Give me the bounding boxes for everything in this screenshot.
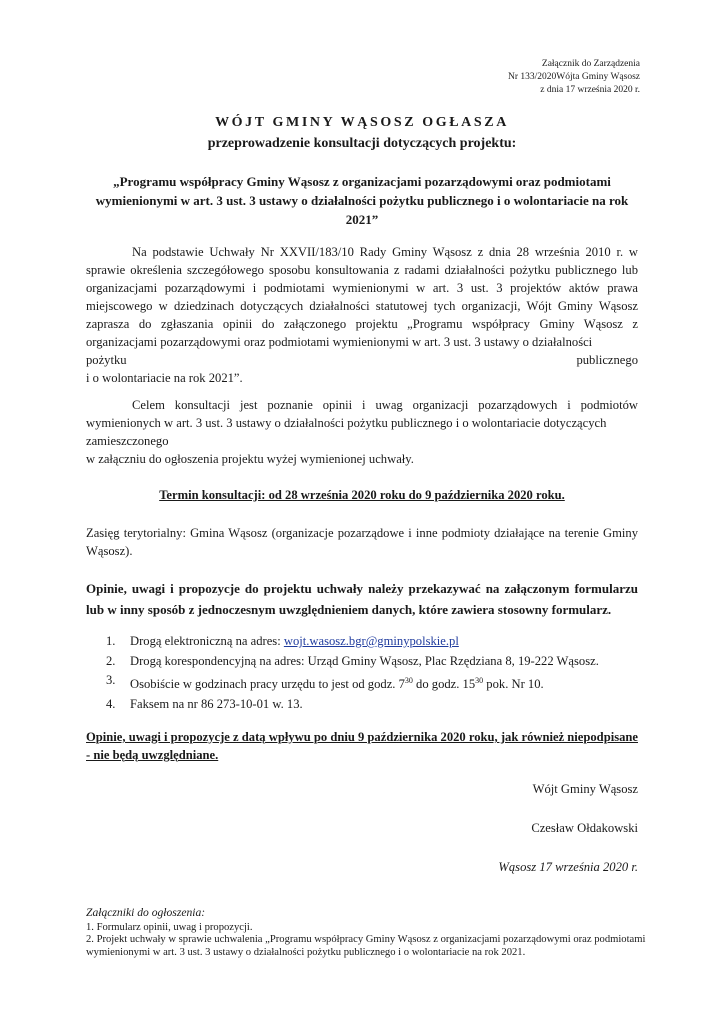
announcement-heading: WÓJT GMINY WĄSOSZ OGŁASZA bbox=[215, 115, 509, 130]
email-link[interactable]: wojt.wasosz.bgr@gminypolskie.pl bbox=[283, 634, 459, 648]
project-title bbox=[80, 172, 644, 229]
list-item-label: Drogą elektroniczną na adres: bbox=[130, 634, 284, 648]
paragraph-purpose-text: Celem konsultacji jest poznanie opinii i uwag organizacji pozarządowych i podmiotów wymienionych w art. 3 ust. 3 ustawy o działalności pożytku publicznego i o wolontariacie dotyczących bbox=[86, 398, 638, 430]
split-word-b: publicznego bbox=[576, 353, 638, 367]
attachments-section bbox=[86, 907, 646, 959]
list-item-number: 3. bbox=[106, 673, 116, 687]
list-item bbox=[106, 652, 599, 672]
project-title-line-1: „Programu współpracy Gminy Wąsosz z organizacjami pozarządowymi oraz podmiotami bbox=[113, 174, 611, 189]
attachment-item-1: 1. Formularz opinii, uwag i propozycji. bbox=[86, 921, 253, 933]
consultation-term: Termin konsultacji: od 28 września 2020 roku do 9 października 2020 roku. bbox=[159, 488, 565, 502]
attachment-item-2: 2. Projekt uchwały w sprawie uchwalenia „Programu współpracy Gminy Wąsosz z organizacjami pozarządowymi oraz podmiotami wymienionymi w art. 3 ust. 3 ustawy o działalności pożytku publicznego i o wolontariacie na rok 2021. bbox=[86, 934, 646, 958]
project-title-line-2: wymienionymi w art. 3 ust. 3 ustawy o działalności pożytku publicznego i o wolontariacie na rok bbox=[95, 193, 629, 208]
split-word-a: pożytku bbox=[86, 353, 127, 367]
hours-text-b: do godz. 15 bbox=[412, 677, 476, 692]
annex-line-3: z dnia 17 września 2020 r. bbox=[540, 85, 640, 95]
annex-note bbox=[508, 58, 640, 97]
attachments-heading: Załączniki do ogłoszenia: bbox=[86, 906, 206, 919]
paragraph-purpose bbox=[86, 396, 638, 468]
paragraph-legal-basis-end: i o wolontariacie na rok 2021”. bbox=[86, 371, 243, 385]
list-item-text: Faksem na nr 86 273-10-01 w. 13. bbox=[130, 696, 303, 711]
hours-sup-b: 30 bbox=[475, 676, 484, 685]
list-item-number: 2. bbox=[106, 653, 116, 668]
paragraph-legal-basis bbox=[86, 243, 638, 387]
hours-text-a: Osobiście w godzinach pracy urzędu to jest od godz. 7 bbox=[130, 677, 405, 692]
list-item bbox=[106, 632, 599, 652]
paragraph-purpose-word: zamieszczonego bbox=[86, 434, 169, 448]
announcement-subheading: przeprowadzenie konsultacji dotyczących projektu: bbox=[207, 136, 517, 151]
list-item bbox=[106, 695, 599, 715]
hours-text-c: pok. Nr 10. bbox=[483, 677, 544, 692]
territorial-scope: Zasięg terytorialny: Gmina Wąsosz (organizacje pozarządowe i inne podmioty działające na terenie Gminy Wąsosz). bbox=[86, 526, 638, 558]
paragraph-purpose-end: w załączniu do ogłoszenia projektu wyżej wymienionej uchwały. bbox=[86, 452, 414, 466]
paragraph-legal-basis-split-line bbox=[86, 351, 638, 369]
late-submission-warning: Opinie, uwagi i propozycje z datą wpływu po dniu 9 października 2020 roku, jak również niepodpisane - nie będą uwzględniane. bbox=[86, 730, 638, 762]
list-item bbox=[106, 671, 599, 695]
submission-methods-list bbox=[106, 632, 599, 714]
signature-title: Wójt Gminy Wąsosz bbox=[532, 782, 638, 796]
project-title-line-3: 2021” bbox=[345, 212, 379, 227]
list-item-number: 4. bbox=[106, 696, 116, 711]
paragraph-legal-basis-text: Na podstawie Uchwały Nr XXVII/183/10 Rady Gminy Wąsosz z dnia 28 września 2010 r. w sprawie określenia szczegółowego sposobu konsultowania z radami działalności pożytku publicznego lub organizacjami pozarządowymi i podmiotami wymienionymi w art. 3 ust. 3 projektów aktów prawa miejscowego w dziedzinach dotyczących działalności statutowej tych organizacji, Wójt Gminy Wąsosz zaprasza do zgłaszania opinii do załączonego projektu „Programu współpracy Gminy Wąsosz z organizacjami pozarządowymi oraz podmiotami wymienionymi w art. 3 ust. 3 ustawy o działalności bbox=[86, 245, 638, 349]
list-item-number: 1. bbox=[106, 634, 116, 648]
signature-name: Czesław Ołdakowski bbox=[531, 821, 638, 835]
submission-instructions: Opinie, uwagi i propozycje do projektu uchwały należy przekazywać na załączonym formularzu lub w inny sposób z jednoczesnym uwzględnieniem danych, które zawiera stosowny formularz. bbox=[86, 581, 638, 617]
annex-line-1: Załącznik do Zarządzenia bbox=[541, 59, 640, 69]
list-item-text bbox=[130, 632, 459, 652]
list-item-text bbox=[130, 671, 544, 695]
annex-line-2: Nr 133/2020Wójta Gminy Wąsosz bbox=[507, 72, 640, 82]
signature-date: Wąsosz 17 września 2020 r. bbox=[498, 860, 638, 874]
list-item-text: Drogą korespondencyjną na adres: Urząd Gminy Wąsosz, Plac Rzędziana 8, 19-222 Wąsosz. bbox=[130, 653, 599, 668]
hours-sup-a: 30 bbox=[404, 676, 413, 685]
